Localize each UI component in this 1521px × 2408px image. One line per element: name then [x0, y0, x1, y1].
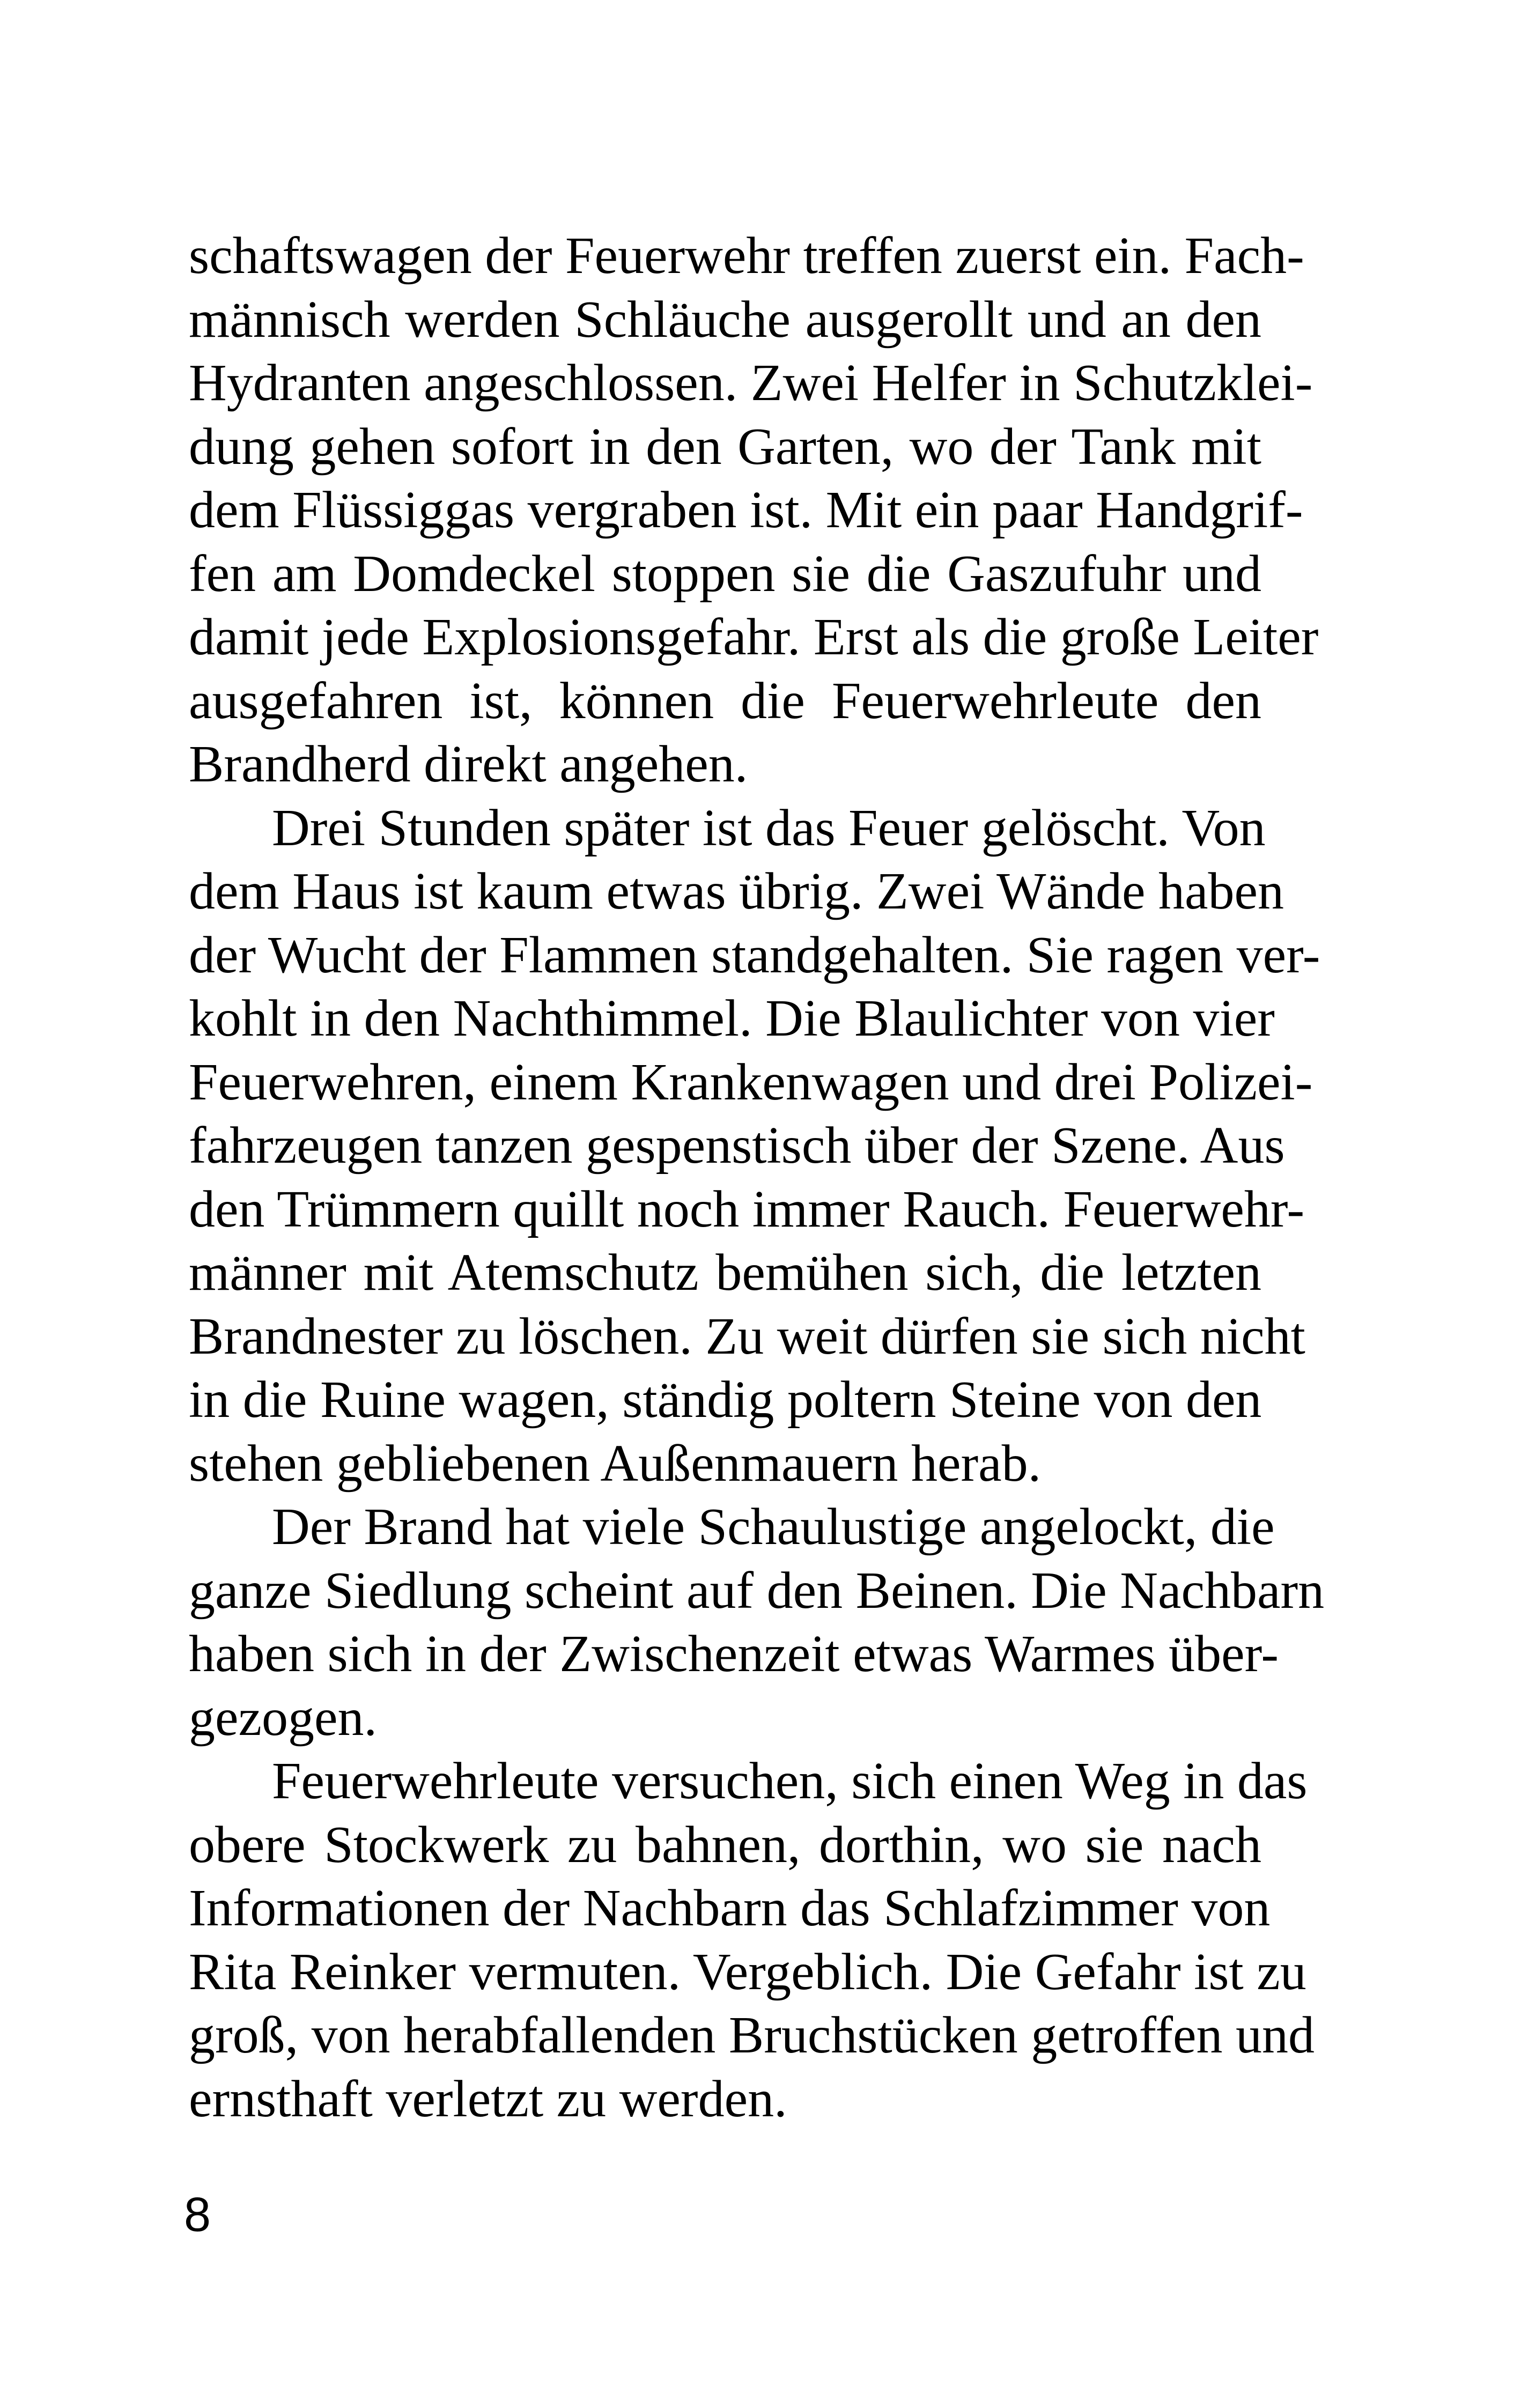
text-line: den Trümmern quillt noch immer Rauch. Feuerwehr- — [189, 1180, 1305, 1238]
text-line: kohlt in den Nachthimmel. Die Blaulichter von vier — [189, 989, 1275, 1047]
text-line: männer mit Atemschutz bemühen sich, die letzten — [189, 1244, 1261, 1302]
text-line: ernsthaft verletzt zu werden. — [189, 2070, 787, 2128]
text-line: dem Haus ist kaum etwas übrig. Zwei Wände haben — [189, 862, 1284, 920]
text-line: Feuerwehrleute versuchen, sich einen Weg in das — [272, 1752, 1308, 1810]
text-line: schaftswagen der Feuerwehr treffen zuerst ein. Fach- — [189, 227, 1304, 285]
paragraph — [189, 224, 1319, 796]
body-text — [189, 224, 1325, 2131]
paragraph — [189, 1495, 1325, 1749]
text-line: damit jede Explosionsgefahr. Erst als die große Leiter — [189, 608, 1319, 666]
text-line: haben sich in der Zwischenzeit etwas Warmes über- — [189, 1625, 1279, 1683]
text-line: groß, von herabfallenden Bruchstücken getroffen und — [189, 2006, 1315, 2064]
text-line: ganze Siedlung scheint auf den Beinen. Die Nachbarn — [189, 1561, 1325, 1620]
paragraph — [189, 1749, 1315, 2131]
text-line: Drei Stunden später ist das Feuer gelöscht. Von — [272, 799, 1266, 857]
text-line: dem Flüssiggas vergraben ist. Mit ein paar Handgrif- — [189, 481, 1303, 539]
text-line: Brandherd direkt angehen. — [189, 735, 748, 793]
text-line: Rita Reinker vermuten. Vergeblich. Die Gefahr ist zu — [189, 1942, 1306, 2001]
text-line: der Wucht der Flammen standgehalten. Sie ragen ver- — [189, 926, 1320, 984]
text-line: Hydranten angeschlossen. Zwei Helfer in Schutzklei- — [189, 354, 1313, 412]
text-line: ausgefahren ist, können die Feuerwehrleute den — [189, 671, 1261, 730]
page-number: 8 — [184, 2188, 211, 2242]
text-line: fen am Domdeckel stoppen sie die Gaszufuhr und — [189, 544, 1261, 603]
paragraph — [189, 796, 1320, 1496]
text-line: Informationen der Nachbarn das Schlafzimmer von — [189, 1879, 1271, 1937]
text-line: Brandnester zu löschen. Zu weit dürfen sie sich nicht — [189, 1307, 1305, 1365]
text-line: dung gehen sofort in den Garten, wo der Tank mit — [189, 417, 1261, 476]
text-line: fahrzeugen tanzen gespenstisch über der Szene. Aus — [189, 1117, 1285, 1175]
text-line: obere Stockwerk zu bahnen, dorthin, wo sie nach — [189, 1815, 1261, 1874]
text-line: gezogen. — [189, 1688, 377, 1747]
text-line: stehen gebliebenen Außenmauern herab. — [189, 1434, 1042, 1493]
text-line: männisch werden Schläuche ausgerollt und an den — [189, 290, 1261, 349]
text-line: Feuerwehren, einem Krankenwagen und drei Polizei- — [189, 1053, 1313, 1111]
text-line: Der Brand hat viele Schaulustige angelockt, die — [272, 1498, 1275, 1556]
text-line: in die Ruine wagen, ständig poltern Steine von den — [189, 1371, 1262, 1429]
